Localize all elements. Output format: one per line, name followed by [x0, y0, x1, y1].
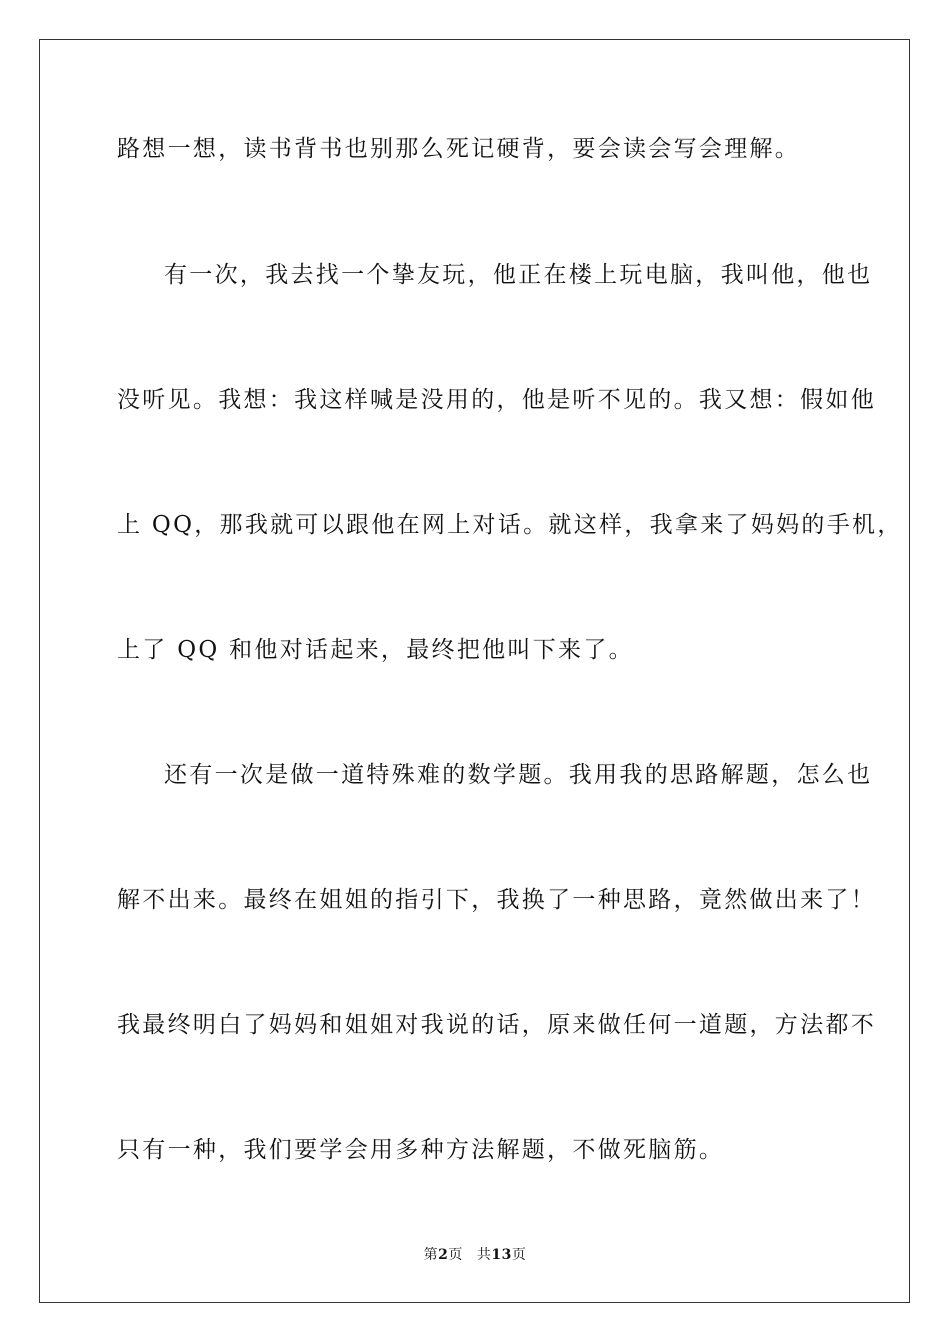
text-line-8: 我最终明白了妈妈和姐姐对我说的话，原来做任何一道题，方法都不	[117, 1012, 876, 1038]
page-footer	[0, 1246, 950, 1264]
text-line-1: 路想一想，读书背书也别那么死记硬背，要会读会写会理解。	[117, 136, 801, 162]
page-prefix: 第	[423, 1247, 439, 1263]
text-line-4: 上 QQ，那我就可以跟他在网上对话。就这样，我拿来了妈妈的手机，	[117, 512, 903, 538]
total-suffix: 页	[511, 1247, 527, 1263]
text-line-5: 上了 QQ 和他对话起来，最终把他叫下来了。	[117, 637, 634, 663]
page-suffix: 页	[448, 1247, 463, 1263]
text-line-3: 没听见。我想：我这样喊是没用的，他是听不见的。我又想：假如他	[117, 387, 876, 413]
text-line-7: 解不出来。最终在姐姐的指引下，我换了一种思路，竟然做出来了！	[117, 887, 876, 913]
text-line-9: 只有一种，我们要学会用多种方法解题，不做死脑筋。	[117, 1137, 725, 1163]
text-line-6: 还有一次是做一道特殊难的数学题。我用我的思路解题，怎么也	[164, 762, 873, 788]
total-prefix: 共	[476, 1247, 492, 1263]
page-border	[39, 39, 910, 1303]
total-pages: 13	[491, 1247, 512, 1263]
text-line-2: 有一次，我去找一个挚友玩，他正在楼上玩电脑，我叫他，他也	[164, 262, 873, 288]
page-number: 2	[438, 1247, 449, 1263]
